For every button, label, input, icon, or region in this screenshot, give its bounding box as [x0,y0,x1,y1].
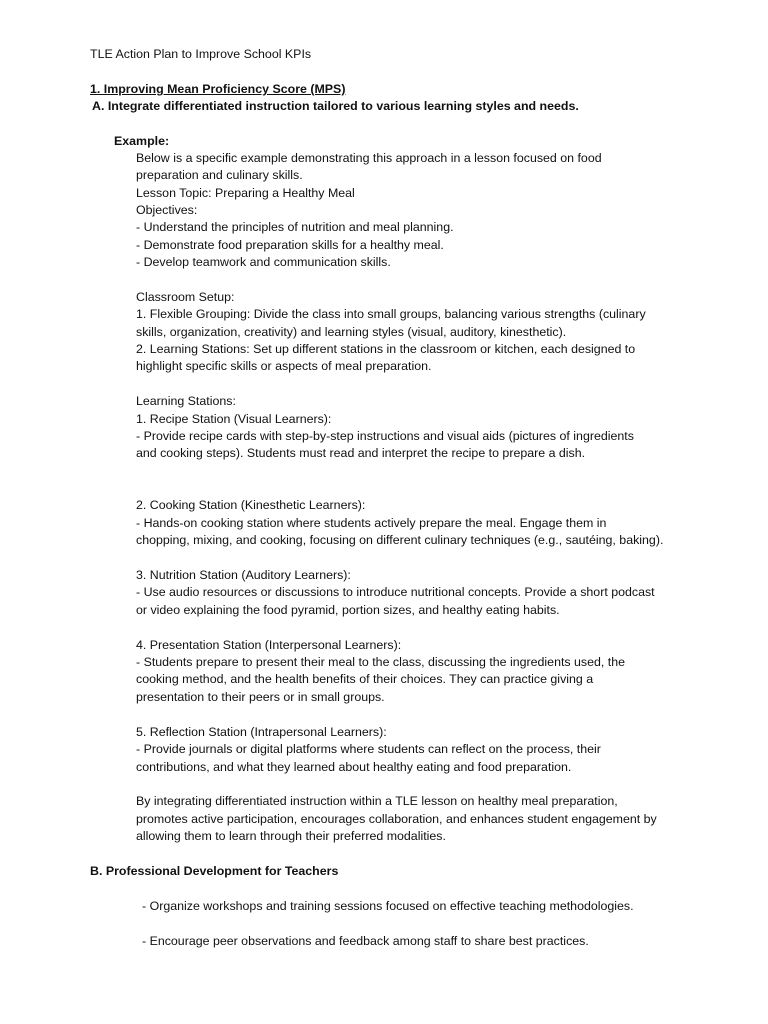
station-line: chopping, mixing, and cooking, focusing on different culinary techniques (e.g., sautéing, baking). [136,533,664,547]
lesson-topic: Lesson Topic: Preparing a Healthy Meal [136,186,355,200]
station-line: - Provide recipe cards with step-by-step instructions and visual aids (pictures of ingredients [136,429,634,443]
objective-item: - Understand the principles of nutrition and meal planning. [136,220,454,234]
objective-item: - Demonstrate food preparation skills for a healthy meal. [136,238,444,252]
station-line: presentation to their peers or in small groups. [136,690,385,704]
station-line: and cooking steps). Students must read and interpret the recipe to prepare a dish. [136,446,586,460]
pd-item: - Organize workshops and training sessions focused on effective teaching methodologies. [142,899,634,913]
station-line: or video explaining the food pyramid, portion sizes, and healthy eating habits. [136,603,560,617]
setup-label: Classroom Setup: [136,290,235,304]
conclusion-line: promotes active participation, encourages collaboration, and enhances student engagement by [136,812,657,826]
document-title: TLE Action Plan to Improve School KPIs [90,47,312,61]
objective-item: - Develop teamwork and communication skills. [136,255,391,269]
station-title: 1. Recipe Station (Visual Learners): [136,412,332,426]
station-line: cooking method, and the health benefits of their choices. They can practice giving a [136,672,594,686]
setup-line: skills, organization, creativity) and learning styles (visual, auditory, kinesthetic). [136,325,567,339]
intro-line: Below is a specific example demonstrating this approach in a lesson focused on food [136,151,602,165]
station-line: contributions, and what they learned about healthy eating and food preparation. [136,760,572,774]
pd-item: - Encourage peer observations and feedback among staff to share best practices. [142,934,589,948]
setup-line: highlight specific skills or aspects of meal preparation. [136,359,432,373]
station-line: - Hands-on cooking station where students actively prepare the meal. Engage them in [136,516,607,530]
example-label: Example: [114,134,170,148]
conclusion-line: By integrating differentiated instruction within a TLE lesson on healthy meal preparation, [136,794,618,808]
intro-line: preparation and culinary skills. [136,168,303,182]
section-heading: 1. Improving Mean Proficiency Score (MPS) [90,82,346,96]
subsection-heading-b: B. Professional Development for Teachers [90,864,339,878]
station-title: 3. Nutrition Station (Auditory Learners): [136,568,351,582]
stations-label: Learning Stations: [136,394,236,408]
station-title: 5. Reflection Station (Intrapersonal Learners): [136,725,387,739]
station-line: - Provide journals or digital platforms where students can reflect on the process, their [136,742,601,756]
station-title: 4. Presentation Station (Interpersonal Learners): [136,638,402,652]
conclusion-line: allowing them to learn through their preferred modalities. [136,829,446,843]
setup-line: 2. Learning Stations: Set up different stations in the classroom or kitchen, each designed to [136,342,636,356]
station-line: - Students prepare to present their meal to the class, discussing the ingredients used, the [136,655,626,669]
station-title: 2. Cooking Station (Kinesthetic Learners): [136,498,366,512]
station-line: - Use audio resources or discussions to introduce nutritional concepts. Provide a short podcast [136,585,655,599]
subsection-heading-a: A. Integrate differentiated instruction tailored to various learning styles and needs. [92,99,579,113]
objectives-label: Objectives: [136,203,198,217]
setup-line: 1. Flexible Grouping: Divide the class into small groups, balancing various strengths (culinary [136,307,646,321]
